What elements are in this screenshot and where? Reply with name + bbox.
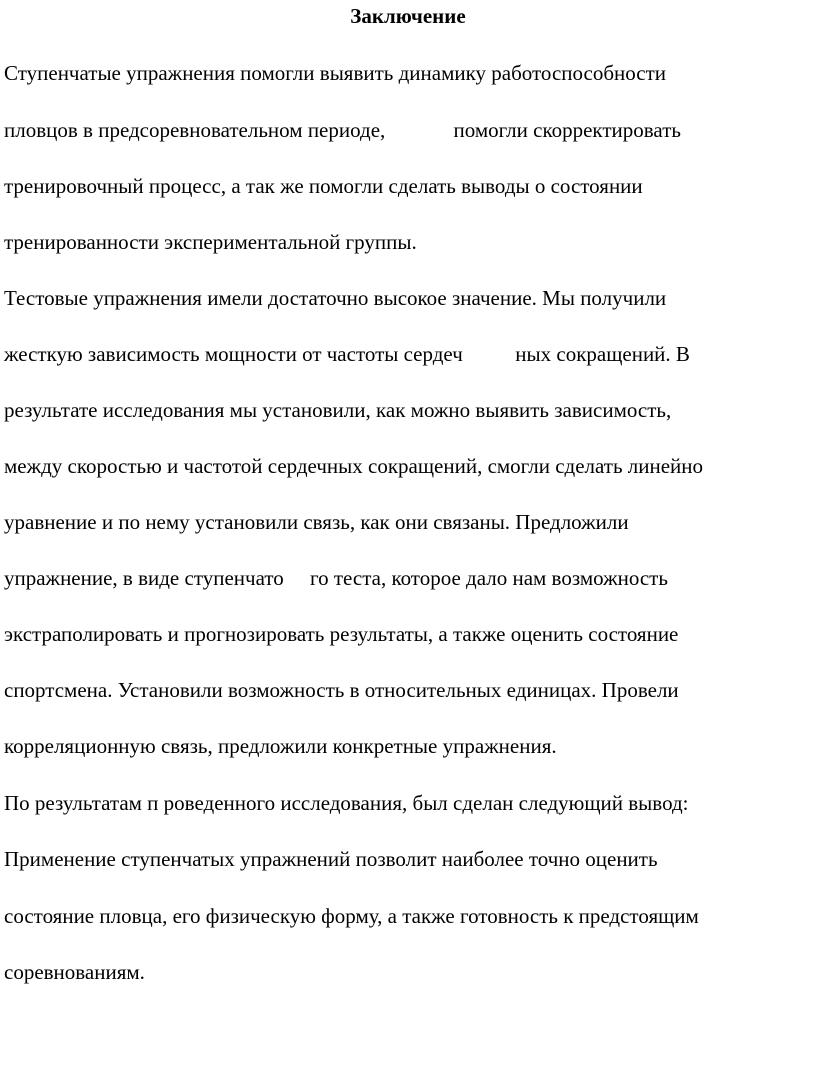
text-line: между скоростью и частотой сердечных сокращений, смогли сделать линейно: [4, 454, 704, 478]
text-line: жесткую зависимость мощности от частоты сердеч ных сокращений. В: [4, 342, 690, 366]
text-line: тренированности экспериментальной группы.: [4, 230, 417, 254]
text-line: По результатам п роведенного исследования, был сделан следующий вывод:: [4, 791, 689, 815]
text-line: тренировочный процесс, а так же помогли сделать выводы о состоянии: [4, 174, 643, 198]
text-line: пловцов в предсоревновательном периоде, помогли скорректировать: [4, 118, 681, 142]
text-line: уравнение и по нему установили связь, как они связаны. Предложили: [4, 510, 629, 534]
text-line: Применение ступенчатых упражнений позволит наиболее точно оценить: [4, 847, 658, 871]
text-line: результате исследования мы установили, как можно выявить зависимость,: [4, 398, 672, 422]
text-line: Тестовые упражнения имели достаточно высокое значение. Мы получили: [4, 286, 667, 310]
text-line: упражнение, в виде ступенчато го теста, которое дало нам возможность: [4, 566, 668, 590]
text-line: корреляционную связь, предложили конкретные упражнения.: [4, 734, 557, 758]
document-title: Заключение: [350, 4, 466, 28]
text-line: состояние пловца, его физическую форму, а также готовность к предстоящим: [4, 904, 699, 928]
text-line: Ступенчатые упражнения помогли выявить динамику работоспособности: [4, 61, 667, 85]
text-line: соревнованиям.: [4, 960, 145, 984]
text-line: экстраполировать и прогнозировать результаты, а также оценить состояние: [4, 622, 679, 646]
text-line: спортсмена. Установили возможность в относительных единицах. Провели: [4, 678, 679, 702]
